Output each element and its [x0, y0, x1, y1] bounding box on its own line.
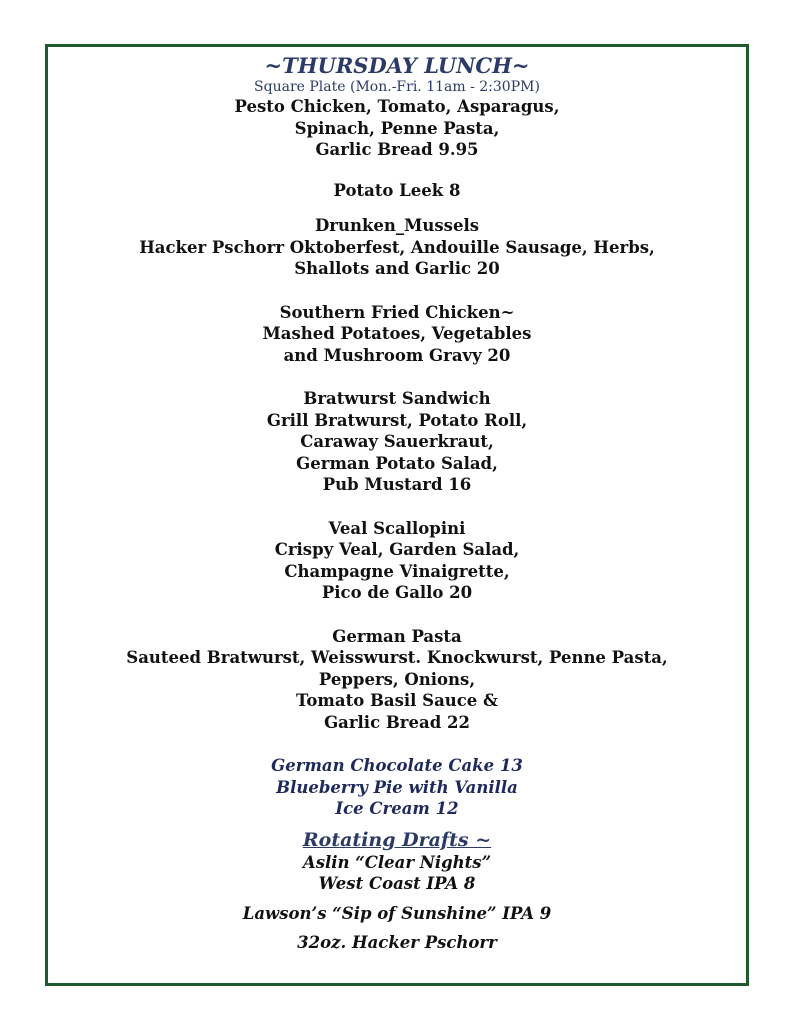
draft-item: West Coast IPA 8 [318, 874, 476, 893]
menu-subtitle: Square Plate (Mon.-Fri. 11am - 2:30PM) [254, 79, 540, 95]
menu-line: Tomato Basil Sauce & [296, 691, 498, 710]
drafts-heading: Rotating Drafts ~ [302, 828, 492, 851]
entree-bratwurst-sandwich [48, 388, 746, 496]
square-plate-item [48, 96, 746, 161]
menu-line: Grill Bratwurst, Potato Roll, [266, 410, 528, 430]
dessert-item: Ice Cream 12 [335, 799, 459, 818]
dessert-item: Blueberry Pie with Vanilla [276, 777, 518, 797]
menu-line: Garlic Bread 22 [324, 712, 470, 732]
dessert-list [48, 755, 746, 820]
menu-line: Garlic Bread 9.95 [315, 140, 479, 159]
menu-line: Pesto Chicken, Tomato, Asparagus, [234, 97, 560, 116]
entree-mussels [48, 215, 746, 280]
entree-name: German Pasta [332, 626, 462, 646]
menu-line: Champagne Vinaigrette, [284, 561, 510, 581]
menu-line: German Potato Salad, [296, 453, 498, 473]
menu-line: Spinach, Penne Pasta, [294, 118, 500, 138]
entree-name: Drunken_Mussels [314, 216, 480, 235]
entree-name: Bratwurst Sandwich [303, 389, 491, 408]
entree-german-pasta [48, 626, 746, 734]
menu-title: ~THURSDAY LUNCH~ [264, 53, 530, 78]
dessert-item: German Chocolate Cake 13 [271, 756, 523, 775]
menu-line: Hacker Pschorr Oktoberfest, Andouille Sausage, Herbs, [139, 237, 655, 257]
draft-item: Aslin “Clear Nights” [302, 852, 492, 872]
soup-item: Potato Leek 8 [333, 180, 461, 200]
menu-line: Sauteed Bratwurst, Weisswurst. Knockwurst, Penne Pasta, [126, 648, 668, 667]
entree-fried-chicken [48, 302, 746, 367]
menu-line: Peppers, Onions, [318, 669, 476, 689]
menu-line: Caraway Sauerkraut, [300, 432, 494, 451]
menu-line: Pub Mustard 16 [322, 475, 472, 494]
entree-name: Veal Scallopini [328, 518, 466, 538]
draft-item: 32oz. Hacker Pschorr [297, 933, 497, 952]
menu-content [48, 54, 746, 954]
menu-line: Mashed Potatoes, Vegetables [262, 324, 532, 343]
draft-item: Lawson’s “Sip of Sunshine” IPA 9 [242, 903, 552, 923]
menu-line: Crispy Veal, Garden Salad, [274, 540, 520, 559]
entree-veal-scallopini [48, 518, 746, 604]
menu-line: Shallots and Garlic 20 [294, 259, 500, 278]
entree-name: Southern Fried Chicken~ [279, 302, 515, 322]
menu-line: Pico de Gallo 20 [321, 583, 473, 602]
menu-line: and Mushroom Gravy 20 [283, 345, 511, 365]
